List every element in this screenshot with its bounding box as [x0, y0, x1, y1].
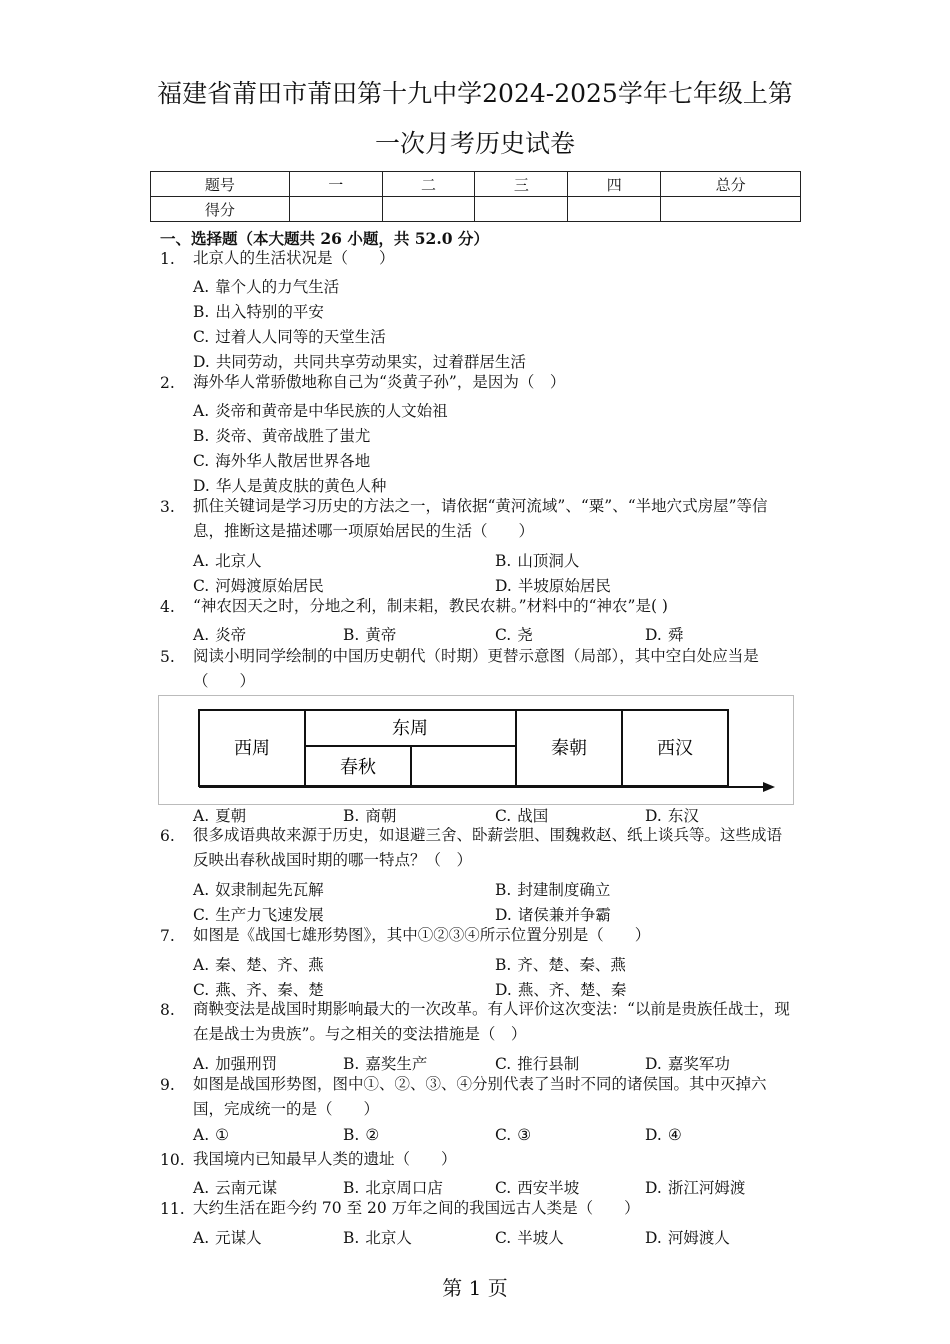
option-letter: C.: [193, 981, 210, 999]
answer-option: [193, 350, 526, 372]
answer-option: [343, 1176, 443, 1198]
option-letter: D.: [645, 626, 662, 644]
timeline-label-xihan: 西汉: [657, 738, 693, 759]
option-text: 诸侯兼并争霸: [517, 906, 611, 924]
option-letter: A.: [193, 1229, 210, 1247]
option-text: 靠个人的力气生活: [215, 278, 340, 296]
question-number: 2.: [160, 374, 175, 392]
score-table: [150, 171, 801, 222]
question-number: 3.: [160, 498, 175, 516]
option-text: 海外华人散居世界各地: [215, 452, 371, 470]
question-stem: “神农因天之时，分地之利，制耒耜，教民农耕。”材料中的“神农”是( ): [193, 597, 668, 615]
option-letter: A.: [193, 807, 210, 825]
score-header-cell: 二: [382, 172, 475, 197]
question-stem: 海外华人常骄傲地称自己为“炎黄子孙”，是因为（ ）: [193, 373, 566, 391]
option-letter: C.: [495, 1179, 512, 1197]
option-text: 商朝: [365, 807, 397, 825]
option-letter: C.: [495, 1229, 512, 1247]
option-letter: B.: [343, 1229, 360, 1247]
option-text: 半坡原始居民: [517, 577, 611, 595]
timeline-arrow-icon: [763, 782, 775, 792]
answer-option: [495, 1052, 579, 1074]
score-table-score-row: [151, 197, 801, 222]
option-text: 舜: [667, 626, 684, 644]
score-cell: [382, 197, 475, 222]
answer-option: [343, 1052, 427, 1074]
option-text: 嘉奖生产: [365, 1055, 428, 1073]
question-stem: 抓住关键词是学习历史的方法之一，请依据“黄河流域”、“粟”、“半地穴式房屋”等信息，推断这是描述哪一项原始居民的生活（ ）: [193, 497, 768, 540]
option-text: 北京周口店: [365, 1179, 443, 1197]
timeline-label-qin: 秦朝: [551, 738, 587, 759]
answer-option: [193, 449, 370, 471]
option-text: 浙江河姆渡: [667, 1179, 746, 1197]
option-text: 秦、楚、齐、燕: [215, 956, 324, 974]
answer-option: [495, 1126, 531, 1144]
question-number: 7.: [160, 927, 175, 945]
answer-option: [495, 903, 611, 925]
option-letter: A.: [193, 402, 210, 420]
question-number: 11.: [160, 1200, 185, 1218]
option-letter: A.: [193, 278, 210, 296]
option-text: 生产力飞速发展: [215, 906, 324, 924]
timeline-box-blank: [411, 746, 516, 786]
question-stem: 商鞅变法是战国时期影响最大的一次改革。有人评价这次变法：“以前是贵族任战士，现在是战士为贵族”。与之相关的变法措施是（ ）: [193, 1000, 790, 1043]
option-text: 尧: [517, 626, 533, 644]
score-cell: [568, 197, 661, 222]
answer-option: [193, 300, 324, 322]
option-text: 加强刑罚: [215, 1055, 278, 1073]
option-letter: C.: [193, 452, 210, 470]
option-letter: D.: [495, 577, 512, 595]
answer-option: [343, 1226, 412, 1248]
option-text: 封建制度确立: [517, 881, 611, 899]
answer-option: [193, 424, 370, 446]
option-letter: A.: [193, 956, 210, 974]
option-letter: B.: [343, 1179, 360, 1197]
question-stem: 如图是战国形势图，图中①、②、③、④分别代表了当时不同的诸侯国。其中灭掉六国，完成统一的是（ ）: [193, 1075, 767, 1118]
score-header-cell: 三: [475, 172, 568, 197]
timeline-label-dongzhou: 东周: [392, 718, 428, 739]
option-letter: B.: [495, 881, 512, 899]
option-text: 齐、楚、秦、燕: [517, 956, 626, 974]
score-table-header-row: [151, 172, 801, 197]
option-text: 山顶洞人: [517, 552, 580, 570]
score-header-cell: 一: [289, 172, 382, 197]
question-number: 5.: [160, 648, 175, 666]
option-text: 半坡人: [517, 1229, 564, 1247]
option-letter: A.: [193, 881, 210, 899]
answer-option: [193, 325, 386, 347]
option-text: 华人是黄皮肤的黄色人种: [215, 477, 387, 495]
question-stem: 如图是《战国七雄形势图》，其中①②③④所示位置分别是（ ）: [193, 926, 651, 944]
page-footer: 第 1 页: [442, 1276, 508, 1300]
option-letter: D.: [193, 353, 210, 371]
option-text: 奴隶制起先瓦解: [215, 881, 324, 899]
answer-option: [495, 623, 533, 645]
answer-option: [495, 953, 626, 975]
option-text: ②: [365, 1126, 380, 1144]
option-text: 河姆渡原始居民: [215, 577, 324, 595]
option-text: 燕、齐、秦、楚: [215, 981, 324, 999]
option-letter: C.: [193, 328, 210, 346]
option-letter: D.: [645, 1126, 662, 1144]
option-letter: C.: [495, 1055, 512, 1073]
option-text: 北京人: [215, 552, 262, 570]
option-letter: D.: [645, 807, 662, 825]
option-letter: D.: [645, 1229, 662, 1247]
option-letter: B.: [343, 1055, 360, 1073]
option-text: 黄帝: [365, 626, 397, 644]
option-letter: C.: [193, 906, 210, 924]
option-letter: B.: [495, 552, 512, 570]
question-number: 1.: [160, 250, 175, 268]
option-letter: C.: [193, 577, 210, 595]
answer-option: [193, 1226, 262, 1248]
answer-option: [193, 574, 324, 596]
option-text: 夏朝: [215, 807, 247, 825]
answer-option: [495, 574, 611, 596]
option-letter: D.: [495, 981, 512, 999]
answer-option: [193, 903, 324, 925]
answer-option: [495, 878, 610, 900]
option-letter: C.: [495, 1126, 512, 1144]
option-letter: A.: [193, 1179, 210, 1197]
answer-option: [645, 1126, 682, 1144]
option-text: ④: [667, 1126, 682, 1144]
answer-option: [495, 549, 579, 571]
answer-option: [645, 1226, 730, 1248]
timeline-label-chunqiu: 春秋: [340, 757, 376, 778]
answer-option: [495, 1226, 564, 1248]
option-letter: C.: [495, 807, 512, 825]
option-text: 战国: [517, 807, 549, 825]
option-letter: A.: [193, 1055, 210, 1073]
option-letter: D.: [645, 1179, 662, 1197]
option-text: 燕、齐、楚、秦: [517, 981, 627, 999]
answer-option: [193, 623, 246, 645]
option-text: 东汉: [667, 807, 699, 825]
question-number: 4.: [160, 598, 175, 616]
question-number: 10.: [160, 1151, 185, 1169]
option-letter: B.: [495, 956, 512, 974]
option-text: 西安半坡: [517, 1179, 580, 1197]
answer-option: [193, 878, 324, 900]
question-stem: 很多成语典故来源于历史，如退避三舍、卧薪尝胆、围魏救赵、纸上谈兵等。这些成语反映出春秋战国时期的哪一特点？（ ）: [193, 826, 783, 869]
option-text: 云南元谋: [215, 1179, 278, 1197]
option-text: ③: [517, 1126, 532, 1144]
answer-option: [193, 275, 339, 297]
option-letter: C.: [495, 626, 512, 644]
option-letter: B.: [193, 303, 210, 321]
option-letter: D.: [645, 1055, 662, 1073]
score-header-cell: 题号: [151, 172, 290, 197]
dynasty-timeline-figure: [158, 695, 794, 805]
option-letter: B.: [343, 1126, 360, 1144]
answer-option: [645, 623, 683, 645]
score-cell: [475, 197, 568, 222]
answer-option: [193, 1126, 229, 1144]
answer-option: [193, 953, 324, 975]
option-letter: B.: [343, 626, 360, 644]
option-text: 元谋人: [215, 1229, 262, 1247]
option-letter: B.: [343, 807, 360, 825]
answer-option: [193, 399, 448, 421]
option-text: 北京人: [365, 1229, 412, 1247]
option-text: 炎帝: [215, 626, 247, 644]
score-header-cell: 四: [568, 172, 661, 197]
option-text: 过着人人同等的天堂生活: [215, 328, 386, 346]
option-text: 炎帝、黄帝战胜了蚩尤: [215, 427, 371, 445]
timeline-label-xizhou: 西周: [234, 738, 270, 759]
question-stem: 我国境内已知最早人类的遗址（ ）: [193, 1150, 457, 1168]
answer-option: [343, 623, 396, 645]
score-header-cell: 总分: [661, 172, 801, 197]
question-stem: 北京人的生活状况是（ ）: [193, 249, 395, 267]
answer-option: [645, 1176, 745, 1198]
answer-option: [343, 1126, 379, 1144]
answer-option: [193, 1176, 277, 1198]
score-cell: [661, 197, 801, 222]
question-stem: 阅读小明同学绘制的中国历史朝代（时期）更替示意图（局部），其中空白处应当是（ ）: [193, 647, 759, 690]
question-number: 8.: [160, 1001, 175, 1019]
option-letter: A.: [193, 626, 210, 644]
option-text: 炎帝和黄帝是中华民族的人文始祖: [215, 402, 448, 420]
option-text: 出入特别的平安: [215, 303, 324, 321]
section-heading: 一、选择题（本大题共 26 小题，共 52.0 分）: [160, 229, 489, 248]
exam-title-line1: 福建省莆田市莆田第十九中学2024-2025学年七年级上第: [157, 79, 793, 108]
option-letter: A.: [193, 552, 210, 570]
score-row-label: 得分: [151, 197, 290, 222]
option-letter: D.: [193, 477, 210, 495]
option-letter: D.: [495, 906, 512, 924]
answer-option: [193, 1052, 277, 1074]
option-text: 共同劳动，共同共享劳动果实，过着群居生活: [215, 353, 526, 371]
option-letter: B.: [193, 427, 210, 445]
option-text: 推行县制: [517, 1055, 580, 1073]
question-number: 9.: [160, 1076, 175, 1094]
answer-option: [495, 1176, 579, 1198]
answer-option: [193, 549, 262, 571]
score-cell: [289, 197, 382, 222]
option-text: 河姆渡人: [667, 1229, 730, 1247]
answer-option: [645, 1052, 730, 1074]
option-letter: A.: [193, 1126, 210, 1144]
option-text: ①: [215, 1126, 230, 1144]
option-text: 嘉奖军功: [667, 1055, 730, 1073]
question-number: 6.: [160, 827, 175, 845]
question-stem: 大约生活在距今约 70 至 20 万年之间的我国远古人类是（ ）: [193, 1199, 640, 1217]
exam-title-line2: 一次月考历史试卷: [374, 129, 575, 158]
answer-option: [193, 474, 386, 496]
